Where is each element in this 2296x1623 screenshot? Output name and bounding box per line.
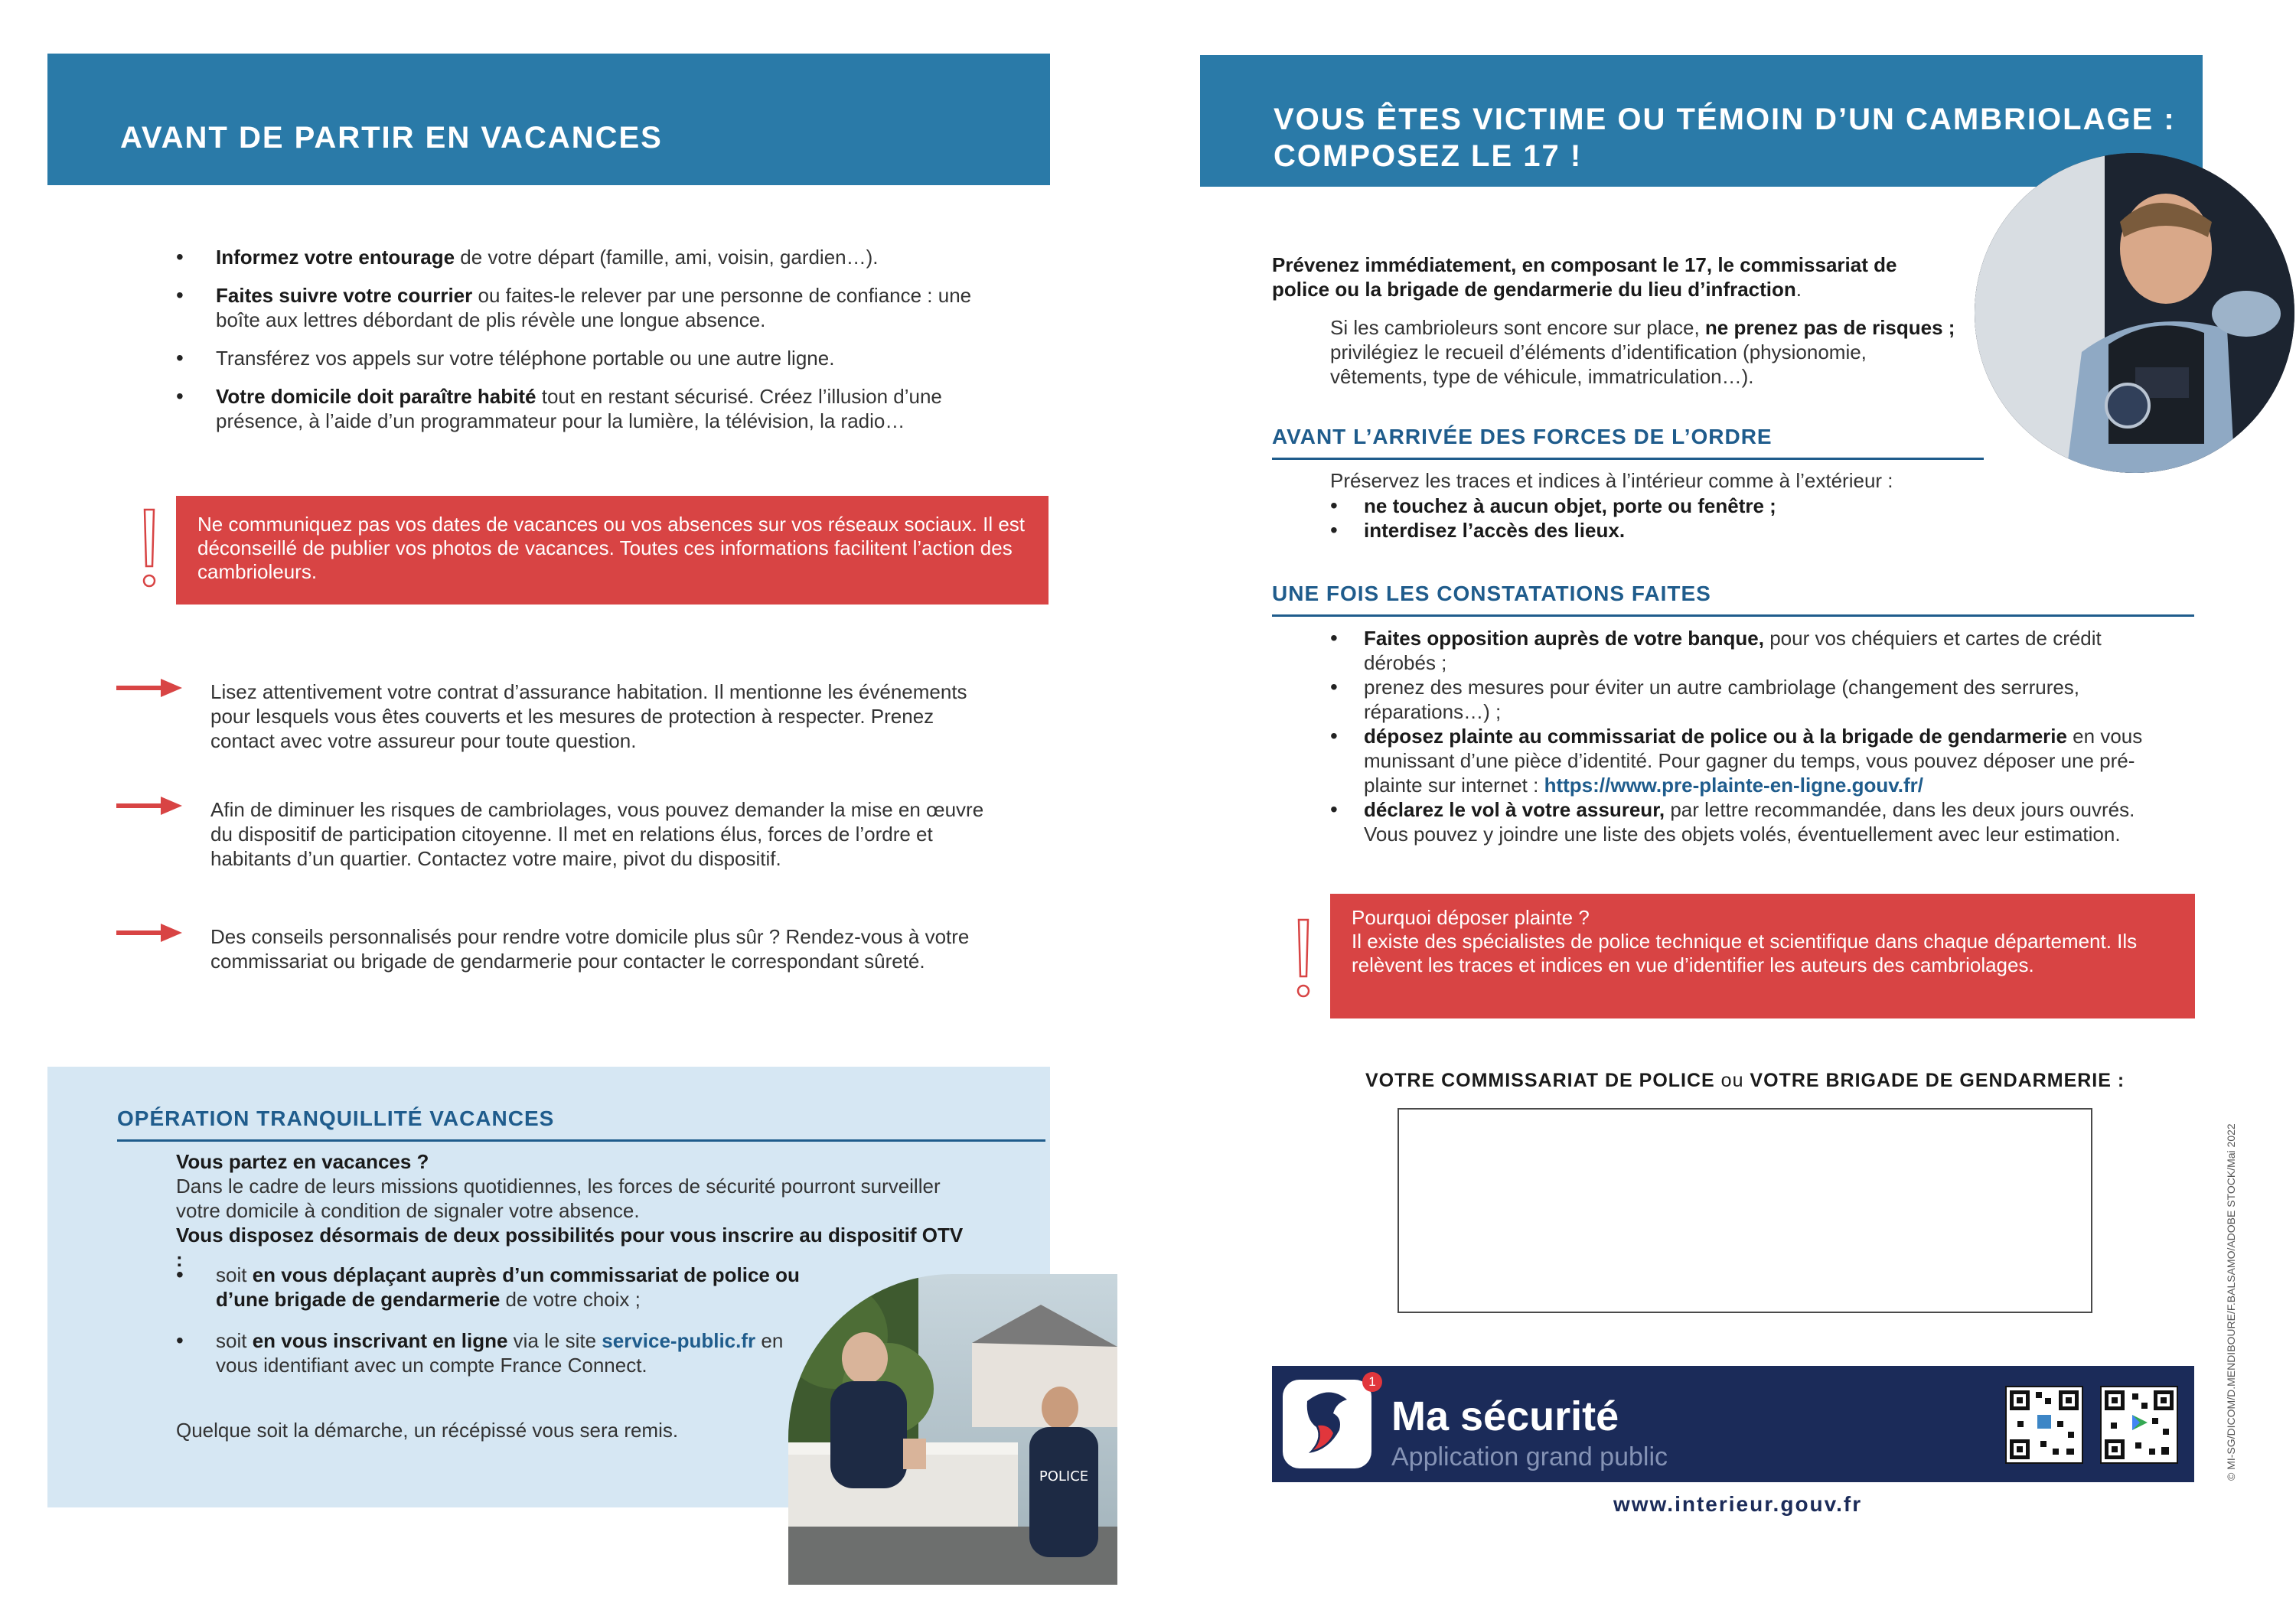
- right-alert-title: Pourquoi déposer plainte ?: [1352, 906, 1590, 929]
- right-alert-text: Il existe des spécialistes de police technique et scientifique dans chaque département. Ils relèvent les traces et indices en vue d’identifier les auteurs des cambriolages.: [1352, 930, 2138, 976]
- warning-exclamation-icon: [138, 507, 161, 591]
- list-item: • Faites opposition auprès de votre banque, pour vos chéquiers et cartes de crédit dérobés ;: [1330, 626, 2157, 675]
- list-item: • Transférez vos appels sur votre téléphone portable ou une autre ligne.: [176, 346, 987, 370]
- photo-credits: © MI-SG/DICOM/D.MENDIBOURE/F.BALSAMO/ADOBE STOCK/Mai 2022: [2225, 1123, 2237, 1481]
- otv-body: [176, 1149, 972, 1272]
- list-item: • Votre domicile doit paraître habité tout en restant sécurisé. Créez l’illusion d’une présence, à l’aide d’un programmateur pour la lumière, la télévision, la radio…: [176, 384, 987, 433]
- right-alert-box: [1330, 894, 2195, 1018]
- list-item: • soit en vous déplaçant auprès d’un commissariat de police ou d’une brigade de gendarmerie de votre choix ;: [176, 1263, 804, 1312]
- arrow-icon: [116, 678, 182, 702]
- warning-exclamation-icon: [1292, 917, 1315, 1001]
- service-public-link[interactable]: service-public.fr: [602, 1329, 756, 1352]
- notification-badge: 1: [1362, 1372, 1382, 1392]
- ma-securite-banner[interactable]: [1272, 1366, 2194, 1482]
- left-alert-text: Ne communiquez pas vos dates de vacances ou vos absences sur vos réseaux sociaux. Il est déconseillé de publier vos photos de vacances. Toutes ces informations facilitent l’action des cambrioleurs.: [197, 513, 1026, 583]
- preserve-traces-list: [1330, 494, 1981, 543]
- contact-label: VOTRE COMMISSARIAT DE POLICE ou VOTRE BRIGADE DE GENDARMERIE :: [1365, 1070, 2125, 1091]
- otv-title: OPÉRATION TRANQUILLITÉ VACANCES: [117, 1106, 1045, 1142]
- otv-two-ways: Vous disposez désormais de deux possibilités pour vous inscrire au dispositif OTV :: [176, 1224, 964, 1271]
- list-item: • Informez votre entourage de votre départ (famille, ami, voisin, gardien…).: [176, 245, 987, 269]
- preserve-traces-intro: Préservez les traces et indices à l’intérieur comme à l’extérieur :: [1330, 469, 1893, 492]
- contact-address-box[interactable]: [1397, 1108, 2092, 1313]
- right-banner-line2: COMPOSEZ LE 17 !: [1274, 139, 1583, 173]
- tip-personal-advice: Des conseils personnalisés pour rendre votre domicile plus sûr ? Rendez-vous à votre commissariat ou brigade de gendarmerie pour contacter le correspondant sûreté.: [210, 925, 970, 973]
- subheading-before-arrival: AVANT L’ARRIVÉE DES FORCES DE L’ORDRE: [1272, 425, 1984, 460]
- marianne-logo-icon: [1283, 1380, 1371, 1468]
- app-subtitle: Application grand public: [1391, 1442, 1668, 1471]
- pre-plainte-link[interactable]: https://www.pre-plainte-en-ligne.gouv.fr/: [1544, 774, 1924, 797]
- left-alert-box: [176, 496, 1049, 605]
- right-banner-line1: VOUS ÊTES VICTIME OU TÉMOIN D’UN CAMBRIOLAGE :: [1274, 103, 2176, 136]
- app-title: Ma sécurité: [1391, 1393, 1619, 1439]
- otv-intro: Dans le cadre de leurs missions quotidiennes, les forces de sécurité pourront surveiller votre domicile à condition de signaler votre absence.: [176, 1175, 941, 1222]
- police-label: POLICE: [1039, 1468, 1089, 1484]
- left-banner: [47, 54, 1050, 185]
- tip-insurance: Lisez attentivement votre contrat d’assurance habitation. Il mentionne les événements pour lesquels vous êtes couverts et les mesures de protection à respecter. Prenez contact avec votre assureur pour toute question.: [210, 680, 967, 752]
- list-item: • déposez plainte au commissariat de police ou à la brigade de gendarmerie en vous munissant d’une pièce d’identité. Pour gagner du temps, vous pouvez déposer une pré-plainte sur internet : https://www.pre-plainte-en-ligne.gouv.fr/: [1330, 724, 2157, 797]
- list-item: • prenez des mesures pour éviter un autre cambriolage (changement des serrures, réparations…) ;: [1330, 675, 2157, 724]
- qr-code-ios-icon[interactable]: [2005, 1386, 2083, 1464]
- after-findings-list: [1330, 626, 2157, 846]
- right-banner: [1200, 55, 2203, 187]
- otv-closing: Quelque soit la démarche, un récépissé vous sera remis.: [176, 1419, 679, 1442]
- list-item: • soit en vous inscrivant en ligne via le site service-public.fr en vous identifiant avec un compte France Connect.: [176, 1328, 804, 1377]
- list-item: • Faites suivre votre courrier ou faites-le relever par une personne de confiance : une boîte aux lettres débordant de plis révèle une longue absence.: [176, 283, 987, 332]
- tip-citizen-participation: Afin de diminuer les risques de cambriolages, vous pouvez demander la mise en œuvre du dispositif de participation citoyenne. Il met en relations élus, forces de l’ordre et habitants d’un quartier. Contactez votre maire, pivot du dispositif.: [210, 798, 984, 870]
- lead-paragraph: Prévenez immédiatement, en composant le 17, le commissariat de police ou la brigade de gendarmerie du lieu d’infraction.: [1272, 253, 1897, 301]
- arrow-icon: [116, 796, 182, 820]
- website-link[interactable]: www.interieur.gouv.fr: [1613, 1492, 1863, 1516]
- burglars-on-site-paragraph: Si les cambrioleurs sont encore sur place, ne prenez pas de risques ; privilégiez le recueil d’éléments d’identification (physionomie, vêtements, type de véhicule, immatriculation…).: [1330, 316, 1955, 388]
- left-tips-list: [176, 245, 987, 447]
- subheading-after-findings: UNE FOIS LES CONSTATATIONS FAITES: [1272, 582, 2194, 617]
- arrow-icon: [116, 923, 182, 947]
- left-banner-title: AVANT DE PARTIR EN VACANCES: [120, 121, 663, 155]
- list-item: • ne touchez à aucun objet, porte ou fenêtre ;: [1330, 494, 1981, 518]
- officer-photo: [1975, 153, 2294, 473]
- otv-question: Vous partez en vacances ?: [176, 1150, 429, 1173]
- list-item: • interdisez l’accès des lieux.: [1330, 518, 1981, 543]
- list-item: • déclarez le vol à votre assureur, par lettre recommandée, dans les deux jours ouvrés. Vous pouvez y joindre une liste des objets volés, éventuellement avec leur estimation.: [1330, 797, 2157, 846]
- qr-code-android-icon[interactable]: [2100, 1386, 2178, 1464]
- police-officers-photo: [788, 1274, 1117, 1585]
- otv-options: [176, 1263, 804, 1391]
